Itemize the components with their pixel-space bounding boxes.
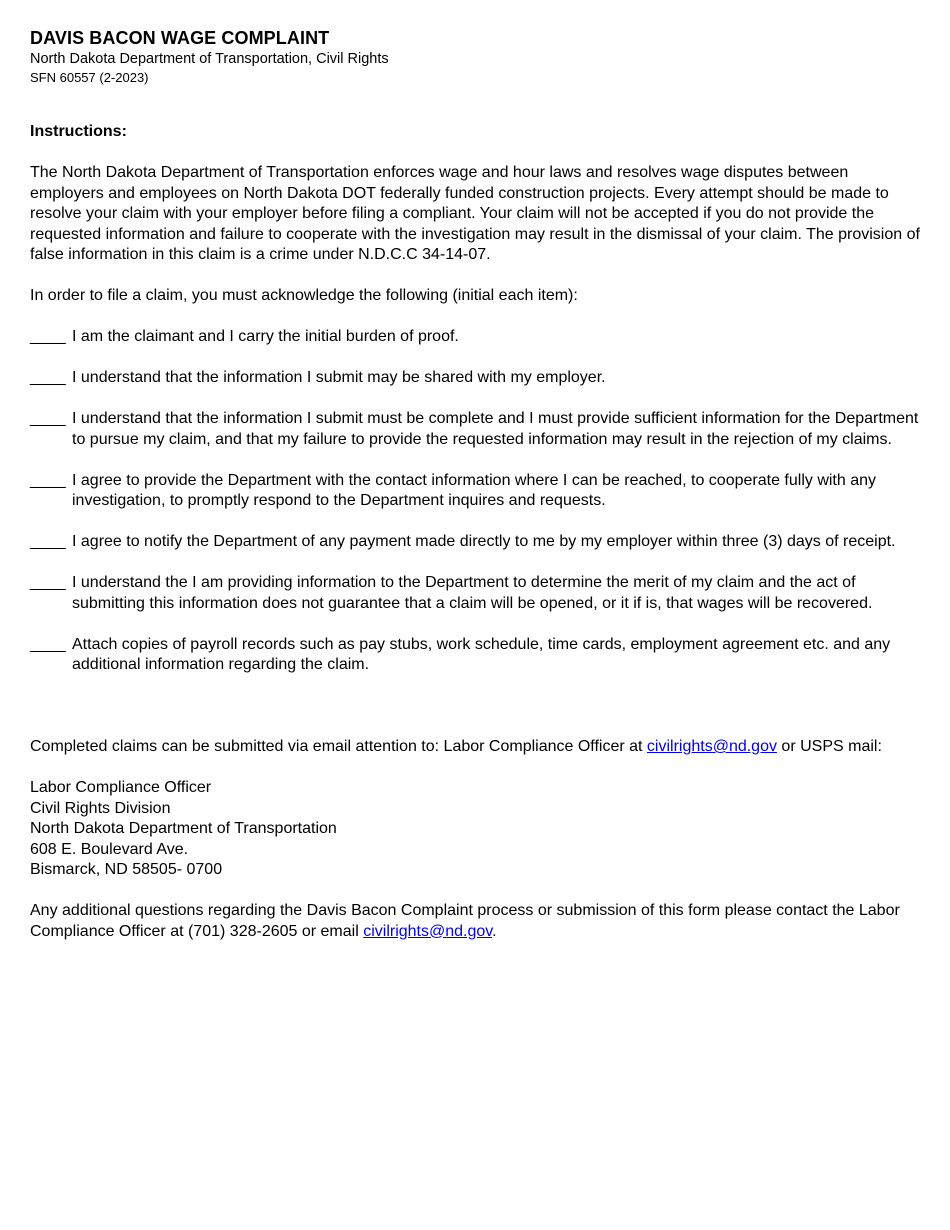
address-city-state-zip: Bismarck, ND 58505- 0700 [30,861,223,878]
acknowledgement-list [30,327,920,676]
address-division: Civil Rights Division [30,799,171,817]
address-department: North Dakota Department of Transportation [30,820,337,837]
mailing-address [30,778,920,881]
acknowledgement-item [30,368,920,389]
contact-text-before: Any additional questions regarding the Davis Bacon Complaint process or submission of this form please contact the Labor Compliance Officer at (701) 328-2605 or email [30,902,900,940]
acknowledgement-item [30,409,920,450]
instructions-heading: Instructions: [30,123,127,140]
acknowledgement-item [30,635,920,676]
acknowledgement-text: I agree to provide the Department with the contact information where I can be reached, to cooperate fully with any investigation, to promptly respond to the Department inquires and requests. [72,471,877,509]
acknowledgement-item [30,471,920,512]
contact-information [30,901,920,942]
contact-email-link[interactable]: civilrights@nd.gov [363,922,493,940]
acknowledgement-item [30,327,920,348]
initial-blank[interactable]: ____ [30,369,66,386]
acknowledgement-text: I understand the I am providing information to the Department to determine the merit of my claim and the act of submitting this information does not guarantee that a claim will be opened, or it if is, that wages will be recovered. [72,574,873,612]
submission-instructions [30,737,920,758]
initial-blank[interactable]: ____ [30,574,66,591]
document-title: DAVIS BACON WAGE COMPLAINT [30,28,330,48]
acknowledgement-text: Attach copies of payroll records such as pay stubs, work schedule, time cards, employment agreement etc. and any additional information regarding the claim. [72,635,891,673]
acknowledgement-text: I agree to notify the Department of any payment made directly to me by my employer within three (3) days of receipt. [72,533,896,550]
department-name: North Dakota Department of Transportation, Civil Rights [30,51,389,67]
acknowledgement-text: I understand that the information I submit must be complete and I must provide sufficient information for the Department to pursue my claim, and that my failure to provide the requested information may result in the rejection of my claims. [72,410,919,448]
acknowledgement-text: I am the claimant and I carry the initial burden of proof. [72,328,459,345]
acknowledgement-item [30,573,920,614]
initial-blank[interactable]: ____ [30,635,66,653]
submission-email-link[interactable]: civilrights@nd.gov [646,738,777,755]
initial-blank[interactable]: ____ [30,533,66,550]
address-recipient: Labor Compliance Officer [30,779,212,796]
initial-blank[interactable]: ____ [30,471,66,489]
contact-text-after: . [492,922,497,940]
initial-blank[interactable]: ____ [30,410,66,427]
submission-text-after: or USPS mail: [776,738,882,755]
address-street: 608 E. Boulevard Ave. [30,840,189,858]
acknowledgement-text: I understand that the information I submit may be shared with my employer. [72,369,606,386]
acknowledgement-item [30,532,920,553]
form-number: SFN 60557 (2-2023) [30,70,149,85]
acknowledge-lead: In order to file a claim, you must acknowledge the following (initial each item): [30,287,578,304]
initial-blank[interactable]: ____ [30,328,66,345]
instructions-intro: The North Dakota Department of Transportation enforces wage and hour laws and resolves wage disputes between employers and employees on North Dakota DOT federally funded construction projects. Every attempt should be made to resolve your claim with your employer before filing a compliant. Your claim will not be accepted if you do not provide the requested information and failure to cooperate with the investigation may result in the dismissal of your claim. The provision of false information in this claim is a crime under N.D.C.C 34-14-07. [30,164,920,263]
submission-text-before: Completed claims can be submitted via email attention to: Labor Compliance Officer at [30,738,647,755]
